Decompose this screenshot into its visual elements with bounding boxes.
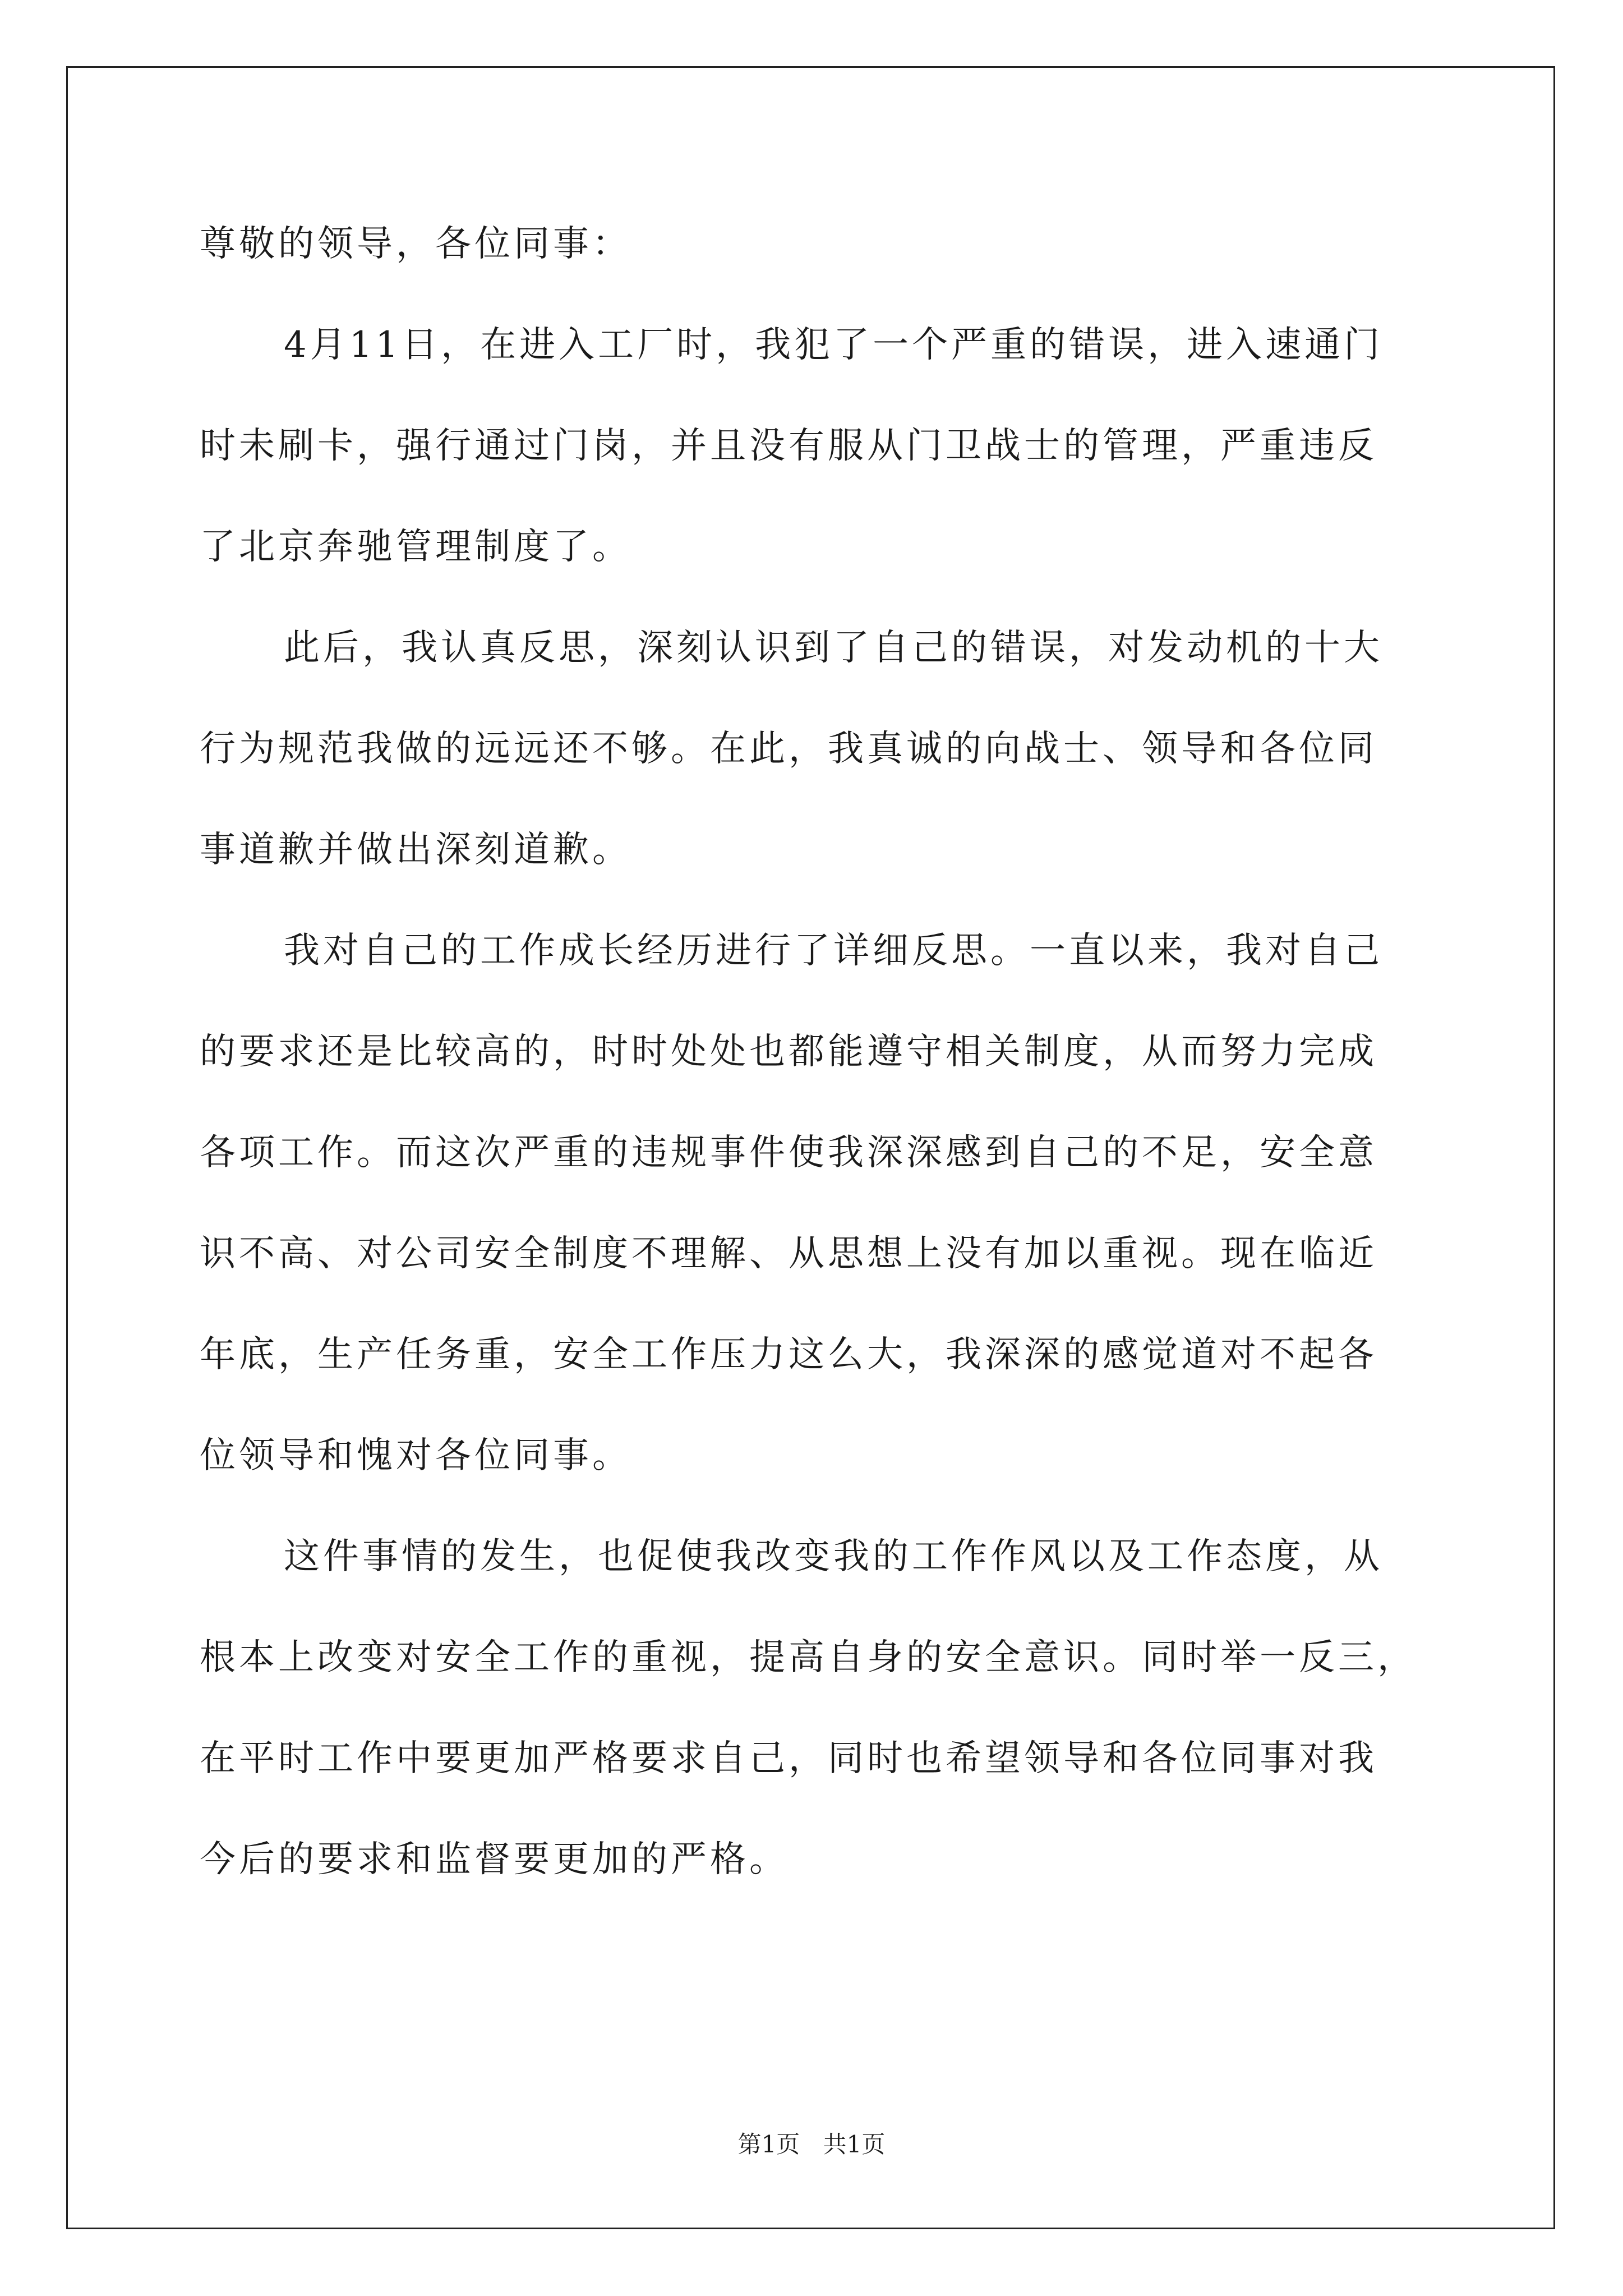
page-footer <box>0 2126 1623 2160</box>
paragraph-3-line-3: 各项工作。而这次严重的违规事件使我深深感到自己的不足，安全意 <box>200 1132 1377 1174</box>
paragraph-1-line-1: 4月11日，在进入工厂时，我犯了一个严重的错误，进入速通门 <box>284 324 1384 366</box>
salutation: 尊敬的领导，各位同事： <box>200 223 631 265</box>
paragraph-2-line-1: 此后，我认真反思，深刻认识到了自己的错误，对发动机的十大 <box>284 627 1383 669</box>
page-number: 第1页 <box>737 2131 800 2158</box>
paragraph-4-line-2: 根本上改变对安全工作的重视，提高自身的安全意识。同时举一反三， <box>200 1637 1417 1678</box>
paragraph-2-line-3: 事道歉并做出深刻道歉。 <box>200 829 631 871</box>
paragraph-3-line-4: 识不高、对公司安全制度不理解、从思想上没有加以重视。现在临近 <box>200 1233 1377 1274</box>
paragraph-1-line-3: 了北京奔驰管理制度了。 <box>200 526 631 568</box>
paragraph-4-line-4: 今后的要求和监督要更加的严格。 <box>200 1839 789 1880</box>
paragraph-3-line-5: 年底，生产任务重，安全工作压力这么大，我深深的感觉道对不起各 <box>200 1334 1377 1375</box>
paragraph-2-line-2: 行为规范我做的远远还不够。在此，我真诚的向战士、领导和各位同 <box>200 728 1377 770</box>
paragraph-3-line-6: 位领导和愧对各位同事。 <box>200 1435 631 1476</box>
paragraph-4-line-1: 这件事情的发生，也促使我改变我的工作作风以及工作态度，从 <box>284 1536 1383 1577</box>
paragraph-4-line-3: 在平时工作中要更加严格要求自己，同时也希望领导和各位同事对我 <box>200 1738 1377 1779</box>
paragraph-1-line-2: 时未刷卡，强行通过门岗，并且没有服从门卫战士的管理，严重违反 <box>200 425 1377 467</box>
paragraph-3-line-2: 的要求还是比较高的，时时处处也都能遵守相关制度，从而努力完成 <box>200 1031 1377 1073</box>
paragraph-3-line-1: 我对自己的工作成长经历进行了详细反思。一直以来，我对自己 <box>284 930 1383 972</box>
page-total: 共1页 <box>823 2131 886 2158</box>
